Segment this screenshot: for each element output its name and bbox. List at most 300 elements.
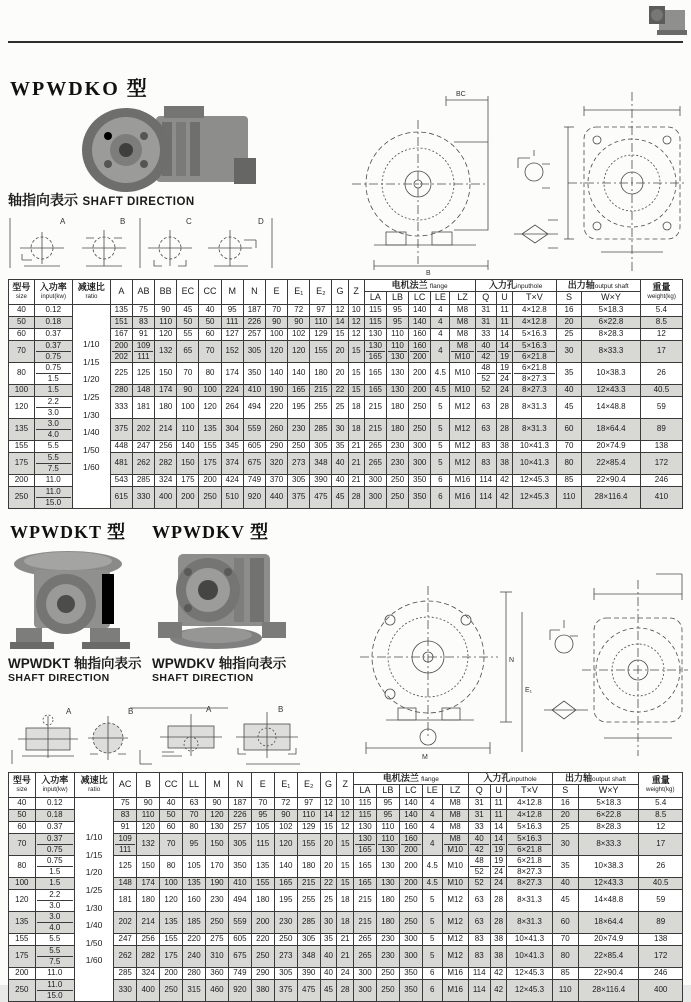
- corner-product-photo: [645, 2, 689, 38]
- cell: 70: [177, 362, 199, 384]
- cell: 120: [265, 340, 287, 362]
- cell-size: 200: [9, 474, 35, 486]
- cell: 305: [310, 440, 332, 452]
- cell: 180: [155, 396, 177, 418]
- cell: 4×12.8: [513, 304, 557, 316]
- cell: 200: [199, 474, 221, 486]
- cell: 115: [354, 797, 377, 809]
- cell: 250: [376, 967, 399, 979]
- cell: 22×85.4: [582, 452, 640, 474]
- shaft-direction-heading: [8, 190, 195, 210]
- cell: 70: [556, 440, 582, 452]
- cell: 115: [364, 316, 386, 328]
- cell: 290: [251, 967, 274, 979]
- cell: 12: [348, 328, 364, 340]
- cell: 83: [468, 945, 490, 967]
- cell: 28: [337, 979, 354, 1001]
- cell: 200: [409, 362, 431, 384]
- cell: 285: [132, 474, 154, 486]
- cell: 273: [274, 945, 297, 967]
- cell: 95: [376, 809, 399, 821]
- cell: 14 19: [496, 340, 512, 362]
- cell: 19 24: [490, 855, 507, 877]
- cell: 115: [354, 809, 377, 821]
- cell: 190: [265, 384, 287, 396]
- cell: 12×45.3: [507, 967, 552, 979]
- cell-weight: 172: [640, 452, 682, 474]
- cell-input-power: 3.0 4.0: [35, 911, 74, 933]
- col-subheader: U: [496, 292, 512, 304]
- cell-size: 135: [9, 418, 35, 440]
- cell: 111: [221, 316, 243, 328]
- cell-weight: 40.5: [640, 384, 682, 396]
- cell: 120: [155, 328, 177, 340]
- cell: 250: [386, 486, 408, 508]
- cell: 35: [320, 933, 337, 945]
- cell: 33: [468, 821, 490, 833]
- cell: 155: [310, 340, 332, 362]
- cell: 165: [274, 877, 297, 889]
- cell: 12×43.3: [582, 384, 640, 396]
- cell: 6×21.8 8×27.3: [507, 855, 552, 877]
- cell: 5: [422, 911, 442, 933]
- cell: 48 52: [468, 855, 490, 877]
- cell: 140: [399, 797, 422, 809]
- cell-input-power: 5.5: [34, 440, 72, 452]
- cell: 45: [332, 486, 348, 508]
- cell: 21: [348, 440, 364, 452]
- cell: 160: [409, 328, 431, 340]
- cell: 20×74.9: [578, 933, 638, 945]
- svg-text:M: M: [422, 754, 428, 761]
- cell: M12: [450, 440, 475, 452]
- wpwdko-spec-table: [8, 279, 683, 509]
- cell: 14: [496, 328, 512, 340]
- cell: 95: [221, 304, 243, 316]
- cell: 30: [320, 911, 337, 933]
- cell: 16: [552, 797, 578, 809]
- cell: 15: [348, 384, 364, 396]
- cell: 350: [399, 967, 422, 979]
- cell: 410: [243, 384, 265, 396]
- cell: 52: [475, 384, 496, 396]
- cell: 21: [348, 452, 364, 474]
- cell: 605: [243, 440, 265, 452]
- cell: 4.5: [431, 362, 450, 384]
- col-header: E: [251, 773, 274, 798]
- cell: M8 M10: [450, 340, 475, 362]
- cell-input-power: 1.5: [34, 384, 72, 396]
- table-row: [9, 304, 683, 316]
- col-header: Z: [348, 280, 364, 305]
- cell: 140: [177, 440, 199, 452]
- cell: 42: [490, 967, 507, 979]
- cell: 42: [496, 486, 512, 508]
- cell: 97: [297, 797, 320, 809]
- cell: 15: [320, 821, 337, 833]
- svg-text:A: A: [66, 707, 72, 716]
- cell: 83: [132, 316, 154, 328]
- cell: 348: [310, 452, 332, 474]
- cell: 70: [199, 340, 221, 362]
- cell: 140: [409, 316, 431, 328]
- col-header: N: [243, 280, 265, 305]
- cell: 125: [132, 362, 154, 384]
- cell-size: 120: [9, 396, 35, 418]
- cell: 160: [399, 821, 422, 833]
- col-subheader: W×Y: [578, 785, 638, 797]
- cell: 14: [320, 809, 337, 821]
- cell: 174: [221, 362, 243, 384]
- cell: 15: [337, 877, 354, 889]
- cell-input-power: 1.5: [35, 877, 74, 889]
- svg-text:B: B: [426, 270, 431, 277]
- cell: 80: [160, 855, 183, 877]
- cell: 6×21.8 8×27.3: [513, 362, 557, 384]
- cell: 300: [399, 933, 422, 945]
- col-subheader: Q: [475, 292, 496, 304]
- col-subheader: T×V: [513, 292, 557, 304]
- table-row: [9, 384, 683, 396]
- table-row: [9, 418, 683, 440]
- cell: 95: [183, 833, 206, 855]
- cell: 390: [310, 474, 332, 486]
- svg-text:B: B: [128, 707, 134, 716]
- cell: 262: [132, 452, 154, 474]
- cell: 28×116.4: [582, 486, 640, 508]
- cell: 160: [183, 889, 206, 911]
- col-header: 重量 weight(kg): [639, 773, 683, 798]
- cell: 135: [110, 304, 132, 316]
- table-row: [9, 440, 683, 452]
- cell: 330: [114, 979, 137, 1001]
- cell: 16: [556, 304, 582, 316]
- cell: 165: [354, 855, 377, 877]
- col-header: 入功率 input(kw): [34, 280, 72, 305]
- cell: 214: [137, 911, 160, 933]
- cell: 305: [243, 340, 265, 362]
- svg-text:E₁: E₁: [525, 687, 533, 694]
- cell-weight: 12: [640, 328, 682, 340]
- cell: 14×48.8: [582, 396, 640, 418]
- cell: 140: [409, 304, 431, 316]
- cell: 50: [199, 316, 221, 328]
- cell: 5: [422, 889, 442, 911]
- cell: 30: [332, 418, 348, 440]
- shaft-direction-diagram-wpwdko: [8, 210, 276, 274]
- cell: 15: [337, 833, 354, 855]
- cell: 110: [386, 328, 408, 340]
- cell: 257: [243, 328, 265, 340]
- cell: 310: [205, 945, 228, 967]
- shaft-direction-cn: 轴指向表示: [8, 192, 78, 208]
- cell: 120: [205, 809, 228, 821]
- cell: 83: [475, 452, 496, 474]
- cell: 70: [552, 933, 578, 945]
- col-header: M: [221, 280, 243, 305]
- cell: 5: [431, 396, 450, 418]
- cell: 15: [337, 855, 354, 877]
- col-header: 减速比 ratio: [72, 280, 110, 305]
- col-subheader: Q: [468, 785, 490, 797]
- cell-size: 175: [9, 452, 35, 474]
- cell-input-power: 5.5 7.5: [34, 452, 72, 474]
- cell: 5: [431, 452, 450, 474]
- cell: 195: [288, 396, 310, 418]
- cell: 135: [160, 911, 183, 933]
- cell: 4.5: [422, 855, 442, 877]
- cell: 165: [364, 384, 386, 396]
- cell: 15: [348, 362, 364, 384]
- cell: 10×38.3: [582, 362, 640, 384]
- cell: 100: [160, 877, 183, 889]
- cell: 4: [422, 809, 442, 821]
- cell: 70: [183, 809, 206, 821]
- cell: 6×22.8: [578, 809, 638, 821]
- cell: 749: [228, 967, 251, 979]
- cell: 190: [205, 877, 228, 889]
- cell: 4: [431, 340, 450, 362]
- cell: 120: [288, 340, 310, 362]
- cell: 260: [265, 418, 287, 440]
- cell-weight: 89: [640, 418, 682, 440]
- cell: 12×43.3: [578, 877, 638, 889]
- cell-weight: 17: [639, 833, 683, 855]
- cell: 83: [114, 809, 137, 821]
- cell: 10: [348, 304, 364, 316]
- cell: 18: [348, 396, 364, 418]
- table-row: [9, 797, 683, 809]
- cell: 380: [251, 979, 274, 1001]
- cell: 45: [556, 396, 582, 418]
- cell: 6×22.8: [582, 316, 640, 328]
- cell: 38: [496, 452, 512, 474]
- cell: 148: [114, 877, 137, 889]
- cell: 300: [364, 486, 386, 508]
- cell: M10: [442, 855, 468, 877]
- cell: 15: [348, 340, 364, 362]
- cell-size: 155: [9, 933, 36, 945]
- col-subheader: LA: [364, 292, 386, 304]
- col-group-inputhole: 入力孔inputhole: [475, 280, 556, 292]
- cell: 256: [155, 440, 177, 452]
- cell: 63: [468, 889, 490, 911]
- cell: 8×33.3: [582, 340, 640, 362]
- cell: 345: [221, 440, 243, 452]
- cell: 31: [475, 316, 496, 328]
- wpwdkt-wpwdkv-spec-table-wrap: [8, 772, 683, 1002]
- svg-text:B: B: [120, 217, 126, 226]
- cell: 10: [337, 797, 354, 809]
- cell: 22: [332, 384, 348, 396]
- cell: 21: [337, 945, 354, 967]
- cell: 215: [310, 384, 332, 396]
- cell: M8 M10: [442, 833, 468, 855]
- col-header: E₁: [274, 773, 297, 798]
- cell: 330: [132, 486, 154, 508]
- wpwdkt-shaft-direction-heading: [8, 656, 141, 684]
- cell: 20: [552, 809, 578, 821]
- cell: 280: [183, 967, 206, 979]
- cell: 110: [177, 418, 199, 440]
- cell-size: 120: [9, 889, 36, 911]
- cell: 250: [399, 889, 422, 911]
- table-row: [9, 474, 683, 486]
- cell: 300: [354, 979, 377, 1001]
- cell: 230: [376, 945, 399, 967]
- cell: 55: [177, 328, 199, 340]
- cell: 10×41.3: [513, 452, 557, 474]
- cell-size: 100: [9, 877, 36, 889]
- cell: 12×45.3: [513, 474, 557, 486]
- cell: 8×28.3: [578, 821, 638, 833]
- cell: 24: [337, 967, 354, 979]
- cell: 220: [265, 396, 287, 418]
- cell: 749: [243, 474, 265, 486]
- cell: 75: [132, 304, 154, 316]
- cell: 14: [490, 821, 507, 833]
- cell-size: 60: [9, 821, 36, 833]
- cell: 226: [243, 316, 265, 328]
- cell: 5: [422, 933, 442, 945]
- cell-input-power: 11.0: [34, 474, 72, 486]
- cell: 280: [110, 384, 132, 396]
- cell: 247: [114, 933, 137, 945]
- cell: 130: [364, 328, 386, 340]
- cell: 20: [332, 340, 348, 362]
- cell: M16: [442, 967, 468, 979]
- col-group-flange: 电机法兰 flange: [354, 773, 469, 785]
- cell: 12×45.3: [513, 486, 557, 508]
- cell: 8×33.3: [578, 833, 638, 855]
- cell: 250: [409, 396, 431, 418]
- cell: 14×48.8: [578, 889, 638, 911]
- cell: 85: [552, 967, 578, 979]
- svg-text:N: N: [509, 657, 515, 664]
- cell: 125: [114, 855, 137, 877]
- cell: 180: [386, 396, 408, 418]
- cell: 83: [468, 933, 490, 945]
- cell: 390: [297, 967, 320, 979]
- cell: 250: [399, 911, 422, 933]
- cell: 60: [199, 328, 221, 340]
- cell: 10×41.3: [507, 945, 552, 967]
- cell: 20: [332, 362, 348, 384]
- cell: 25: [320, 889, 337, 911]
- cell-size: 175: [9, 945, 36, 967]
- cell: 140: [265, 362, 287, 384]
- cell-size: 155: [9, 440, 35, 452]
- cell-weight: 40.5: [639, 877, 683, 889]
- cell: 10×41.3: [507, 933, 552, 945]
- cell: 22×85.4: [578, 945, 638, 967]
- cell: 5×18.3: [582, 304, 640, 316]
- cell: 255: [297, 889, 320, 911]
- cell: 180: [310, 362, 332, 384]
- cell: M8: [450, 304, 475, 316]
- cell: 150: [177, 452, 199, 474]
- cell: 250: [409, 418, 431, 440]
- cell: 18×64.4: [582, 418, 640, 440]
- cell: 109 111: [132, 340, 154, 362]
- cell: 45: [320, 979, 337, 1001]
- cell: 230: [386, 452, 408, 474]
- cell: 400: [137, 979, 160, 1001]
- cell: 200: [399, 877, 422, 889]
- cell: 315: [183, 979, 206, 1001]
- cell: 130 165: [354, 833, 377, 855]
- cell: 102: [274, 821, 297, 833]
- svg-text:C: C: [186, 217, 192, 226]
- cell: 50: [177, 316, 199, 328]
- cell: 214: [155, 418, 177, 440]
- cell-input-power: 11.0: [35, 967, 74, 979]
- cell: 4.5: [431, 384, 450, 396]
- cell: 4.5: [422, 877, 442, 889]
- cell: 11: [496, 316, 512, 328]
- col-header: 型号 size: [9, 773, 36, 798]
- col-header: N: [228, 773, 251, 798]
- cell: 63: [183, 797, 206, 809]
- svg-text:A: A: [206, 705, 212, 714]
- cell-weight: 138: [639, 933, 683, 945]
- col-subheader: T×V: [507, 785, 552, 797]
- cell-weight: 59: [639, 889, 683, 911]
- cell: 256: [137, 933, 160, 945]
- cell: 63: [475, 418, 496, 440]
- page-title-wpwdko: WPWDKO 型: [10, 78, 149, 100]
- cell: 155: [251, 877, 274, 889]
- cell: 40: [199, 304, 221, 316]
- cell: 70: [251, 797, 274, 809]
- col-header: 减速比 ratio: [74, 773, 113, 798]
- header-row: [9, 280, 683, 292]
- cell: 5×16.3: [507, 821, 552, 833]
- cell-input-power: 0.37 0.75: [34, 340, 72, 362]
- table-row: [9, 328, 683, 340]
- cell-size: 70: [9, 340, 35, 362]
- cell: 374: [221, 452, 243, 474]
- cell: 90: [137, 797, 160, 809]
- cell: 226: [228, 809, 251, 821]
- col-subheader: LA: [354, 785, 377, 797]
- cell: 140: [288, 362, 310, 384]
- cell: 370: [265, 474, 287, 486]
- cell: 110: [376, 821, 399, 833]
- cell: 110: [310, 316, 332, 328]
- cell: 20: [320, 833, 337, 855]
- cell-weight: 246: [639, 967, 683, 979]
- cell: 180: [376, 889, 399, 911]
- cell: 215: [354, 911, 377, 933]
- cell: 35: [552, 855, 578, 877]
- cell: 240: [183, 945, 206, 967]
- cell: 250: [376, 979, 399, 1001]
- cell: 80: [199, 362, 221, 384]
- col-header: B: [137, 773, 160, 798]
- cell: 202: [114, 911, 137, 933]
- cell: 40: [332, 474, 348, 486]
- cell: M16: [450, 486, 475, 508]
- table-row: [9, 452, 683, 474]
- cell: 6: [422, 979, 442, 1001]
- cell-size: 250: [9, 486, 35, 508]
- cell: 25: [556, 328, 582, 340]
- cell: 481: [110, 452, 132, 474]
- cell: 11: [490, 797, 507, 809]
- cell: 110: [552, 979, 578, 1001]
- col-header: A: [110, 280, 132, 305]
